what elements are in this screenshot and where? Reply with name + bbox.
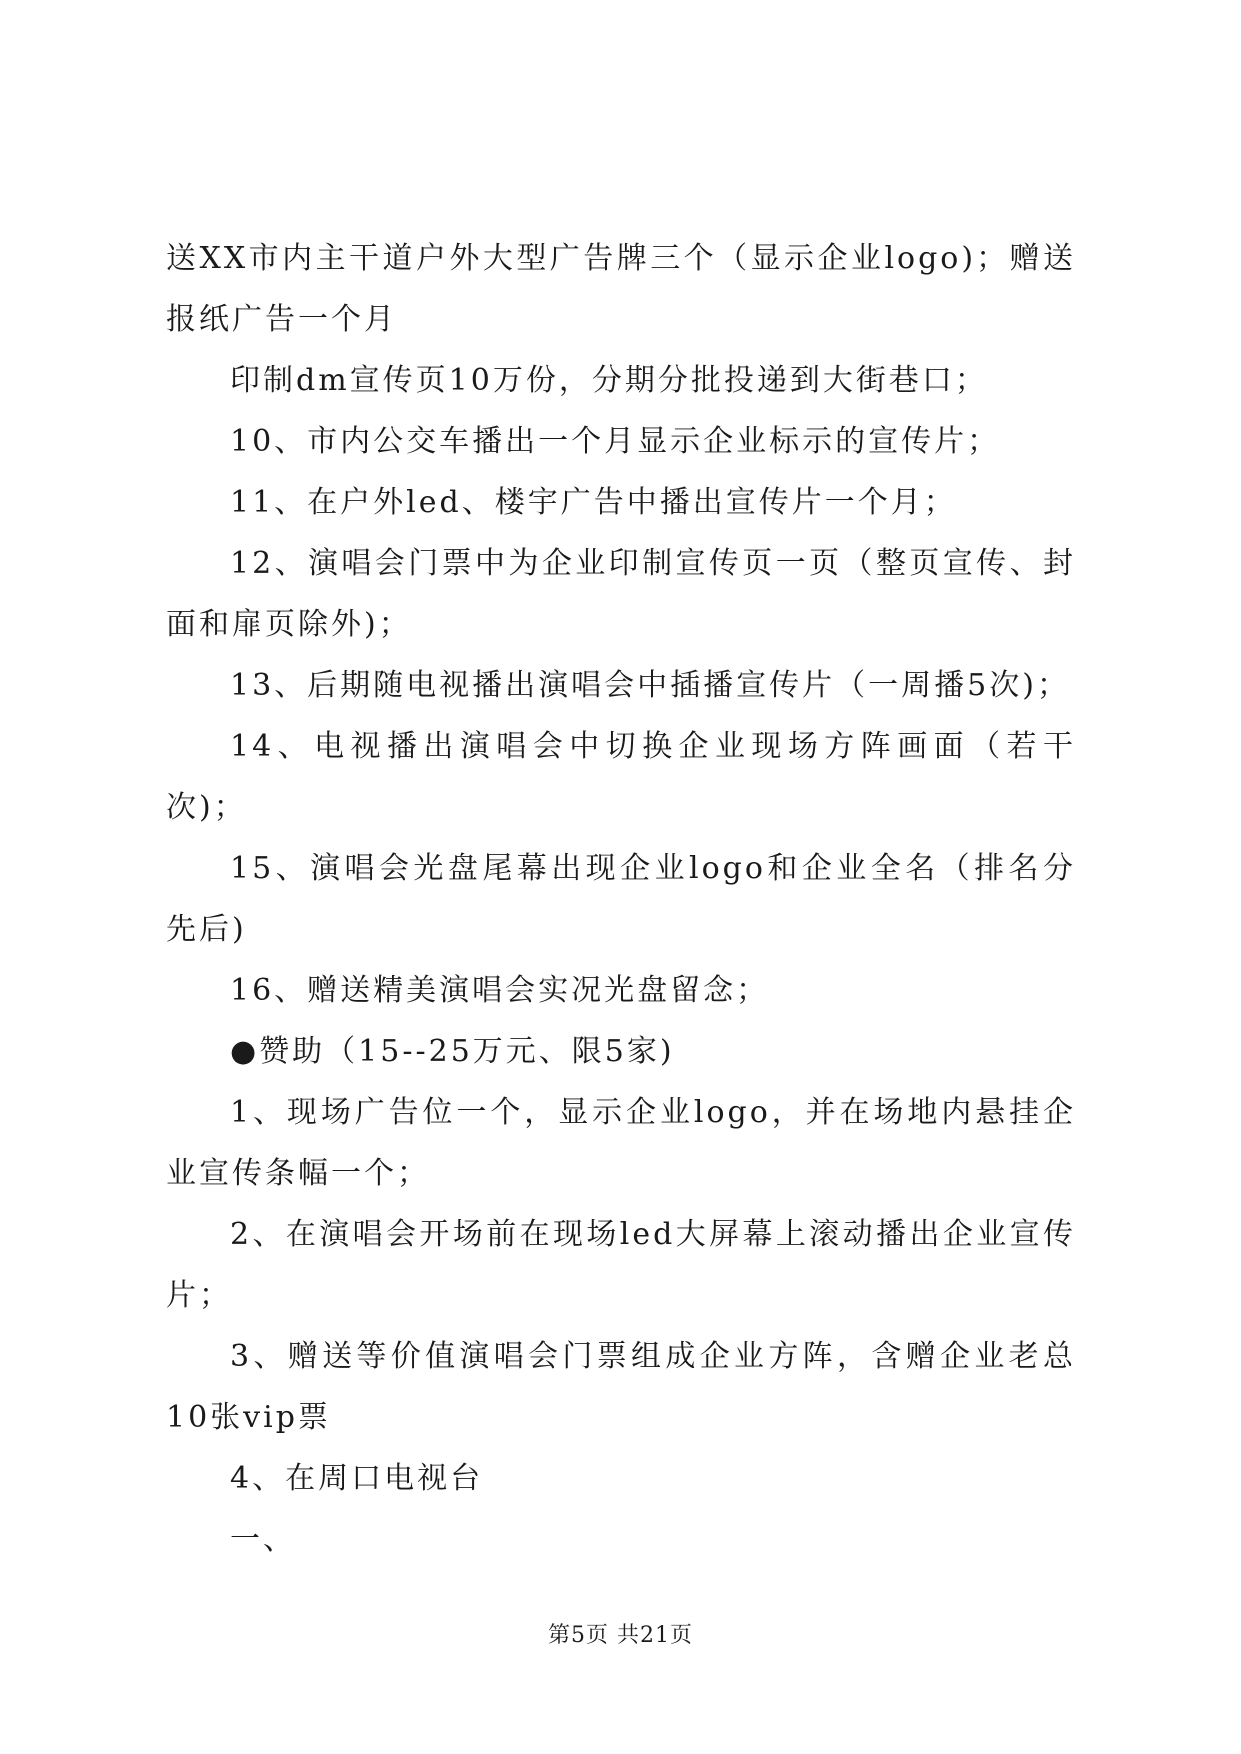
paragraph: 11、在户外led、楼宇广告中播出宣传片一个月；: [230, 485, 957, 520]
paragraph: 15、演唱会光盘尾幕出现企业logo和企业全名（排名分先后): [166, 851, 1076, 947]
paragraph: 3、赠送等价值演唱会门票组成企业方阵，含赠企业老总10张vip票: [166, 1339, 1076, 1435]
paragraph: 送XX市内主干道户外大型广告牌三个（显示企业logo)；赠送报纸广告一个月: [166, 241, 1076, 337]
paragraph: 1、现场广告位一个，显示企业logo，并在场地内悬挂企业宣传条幅一个；: [166, 1095, 1076, 1191]
paragraph: ●赞助（15--25万元、限5家): [230, 1034, 675, 1069]
paragraph: 16、赠送精美演唱会实况光盘留念；: [230, 973, 770, 1008]
paragraph: 一、: [230, 1522, 296, 1557]
paragraph: 14、电视播出演唱会中切换企业现场方阵画面（若干次)；: [166, 729, 1076, 825]
document-body: [166, 228, 1076, 1570]
paragraph: 印制dm宣传页10万份，分期分批投递到大街巷口；: [230, 363, 988, 398]
paragraph: 2、在演唱会开场前在现场led大屏幕上滚动播出企业宣传片；: [166, 1217, 1076, 1313]
page-number-footer: 第5页 共21页: [548, 1623, 693, 1648]
paragraph: 12、演唱会门票中为企业印制宣传页一页（整页宣传、封面和扉页除外)；: [166, 546, 1076, 642]
paragraph: 10、市内公交车播出一个月显示企业标示的宣传片；: [230, 424, 1001, 459]
paragraph: 13、后期随电视播出演唱会中插播宣传片（一周播5次)；: [230, 668, 1070, 703]
paragraph: 4、在周口电视台: [230, 1461, 484, 1496]
